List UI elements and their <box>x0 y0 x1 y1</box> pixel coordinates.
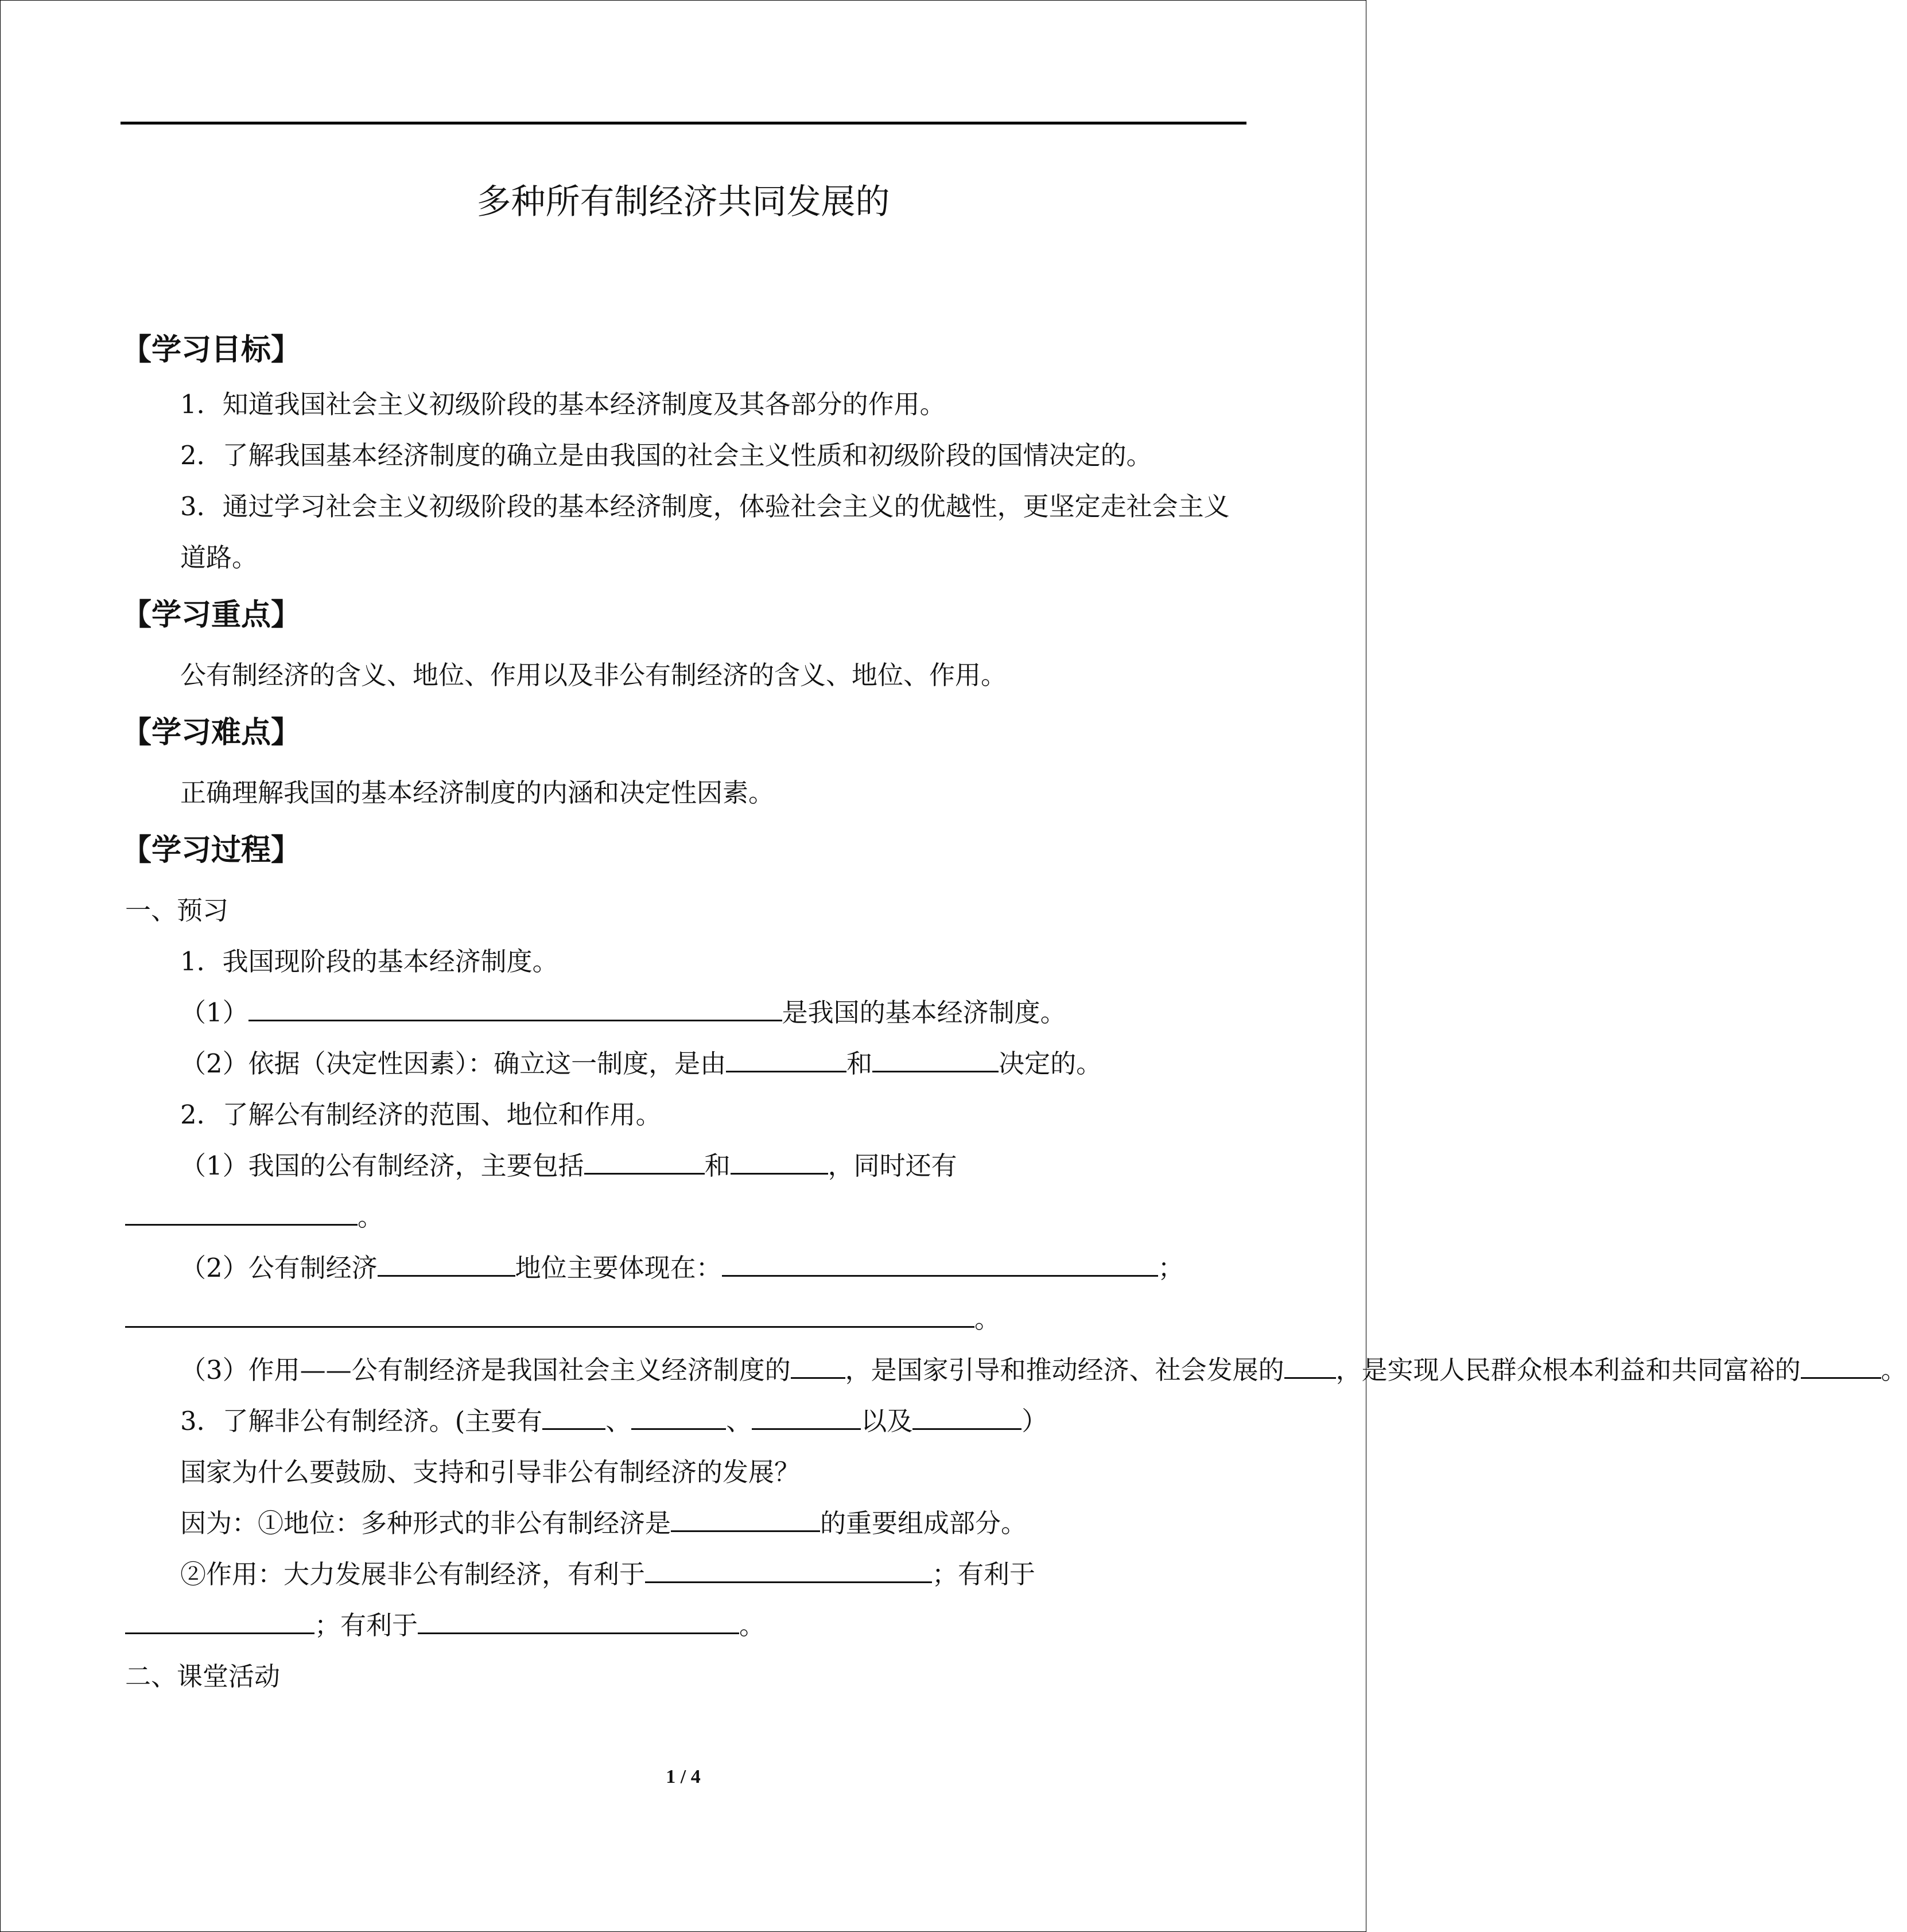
text: ） <box>1022 1406 1048 1436</box>
question-2-2-cont <box>125 1293 1241 1344</box>
difficulties-text: 正确理解我国的基本经济制度的内涵和决定性因素。 <box>180 778 775 808</box>
text: （3）作用——公有制经济是我国社会主义经济制度的 <box>180 1355 791 1385</box>
question-2-2 <box>125 1242 1241 1293</box>
question-3 <box>125 1395 1241 1447</box>
goal-item: 3．通过学习社会主义初级阶段的基本经济制度，体验社会主义的优越性，更坚定走社会主义道路。 <box>180 491 1230 573</box>
fill-blank[interactable] <box>125 1325 974 1328</box>
section-preview: 一、预习 <box>125 895 229 926</box>
fill-blank[interactable] <box>791 1377 845 1379</box>
text: 。 <box>739 1610 766 1641</box>
heading-difficulties: 【学习难点】 <box>122 716 301 750</box>
fill-blank[interactable] <box>645 1581 932 1583</box>
text: ；有利于 <box>932 1559 1036 1589</box>
fill-blank[interactable] <box>1284 1377 1336 1379</box>
text: ②作用：大力发展非公有制经济，有利于 <box>180 1559 646 1589</box>
goal-item: 2．了解我国基本经济制度的确立是由我国的社会主义性质和初级阶段的国情决定的。 <box>180 440 1152 471</box>
key-points-text: 公有制经济的含义、地位、作用以及非公有制经济的含义、地位、作用。 <box>180 660 1007 690</box>
text: 和 <box>704 1150 731 1181</box>
heading-process: 【学习过程】 <box>122 833 301 868</box>
question-3-reason-1 <box>125 1498 1241 1549</box>
fill-blank[interactable] <box>1801 1377 1881 1379</box>
fill-blank[interactable] <box>872 1070 999 1072</box>
text: （1）我国的公有制经济，主要包括 <box>180 1150 584 1181</box>
question-2-1 <box>125 1140 1241 1191</box>
fill-blank[interactable] <box>125 1223 358 1226</box>
header-rule <box>121 122 1246 125</box>
fill-blank[interactable] <box>731 1172 828 1175</box>
text: （1） <box>180 997 248 1028</box>
text: ； <box>1158 1253 1184 1283</box>
fill-blank[interactable] <box>125 1632 314 1634</box>
fill-blank[interactable] <box>418 1632 739 1634</box>
text: 和 <box>846 1048 873 1079</box>
text: （2）公有制经济 <box>180 1253 378 1283</box>
text: 。 <box>1881 1355 1907 1385</box>
text: 、 <box>605 1406 632 1436</box>
fill-blank[interactable] <box>752 1428 861 1430</box>
goal-item: 1．知道我国社会主义初级阶段的基本经济制度及其各部分的作用。 <box>180 389 946 419</box>
question-3-reason-2-cont <box>125 1600 1241 1651</box>
fill-blank[interactable] <box>584 1172 705 1175</box>
question-1: 1．我国现阶段的基本经济制度。 <box>180 946 558 977</box>
text: 决定的。 <box>999 1048 1102 1079</box>
text: 3．了解非公有制经济。(主要有 <box>180 1406 543 1436</box>
text: ，同时还有 <box>828 1150 957 1181</box>
document-title: 多种所有制经济共同发展的 <box>476 182 890 222</box>
question-1-2 <box>125 1038 1241 1089</box>
fill-blank[interactable] <box>378 1274 515 1277</box>
text: 。 <box>974 1304 1001 1334</box>
document-body <box>122 321 1907 1702</box>
fill-blank[interactable] <box>726 1070 846 1072</box>
text: 的重要组成部分。 <box>820 1508 1027 1538</box>
text: ，是实现人民群众根本利益和共同富裕的 <box>1335 1355 1801 1385</box>
fill-blank[interactable] <box>631 1428 726 1430</box>
question-2: 2．了解公有制经济的范围、地位和作用。 <box>180 1099 662 1130</box>
fill-blank[interactable] <box>912 1428 1022 1430</box>
heading-key-points: 【学习重点】 <box>122 598 301 632</box>
question-2-1-cont <box>125 1191 1241 1242</box>
question-1-1 <box>125 987 1241 1038</box>
text: 。 <box>358 1202 384 1232</box>
fill-blank[interactable] <box>248 1019 782 1021</box>
fill-blank[interactable] <box>542 1428 605 1430</box>
heading-goals: 【学习目标】 <box>122 333 301 367</box>
text: 以及 <box>861 1406 913 1436</box>
question-2-3 <box>125 1344 1907 1395</box>
text: 地位主要体现在： <box>515 1253 722 1283</box>
text: 因为：①地位：多种形式的非公有制经济是 <box>180 1508 671 1538</box>
text: 是我国的基本经济制度。 <box>782 997 1066 1028</box>
section-class-activity: 二、课堂活动 <box>125 1661 281 1692</box>
text: ；有利于 <box>314 1610 418 1641</box>
text: 、 <box>726 1406 752 1436</box>
fill-blank[interactable] <box>671 1530 820 1532</box>
fill-blank[interactable] <box>722 1274 1158 1277</box>
question-3-reason-2 <box>125 1549 1241 1600</box>
text: （2）依据（决定性因素）：确立这一制度，是由 <box>180 1048 727 1079</box>
page-number: 1 / 4 <box>666 1766 701 1787</box>
question-3-why: 国家为什么要鼓励、支持和引导非公有制经济的发展？ <box>180 1457 801 1487</box>
text: ，是国家引导和推动经济、社会发展的 <box>845 1355 1284 1385</box>
